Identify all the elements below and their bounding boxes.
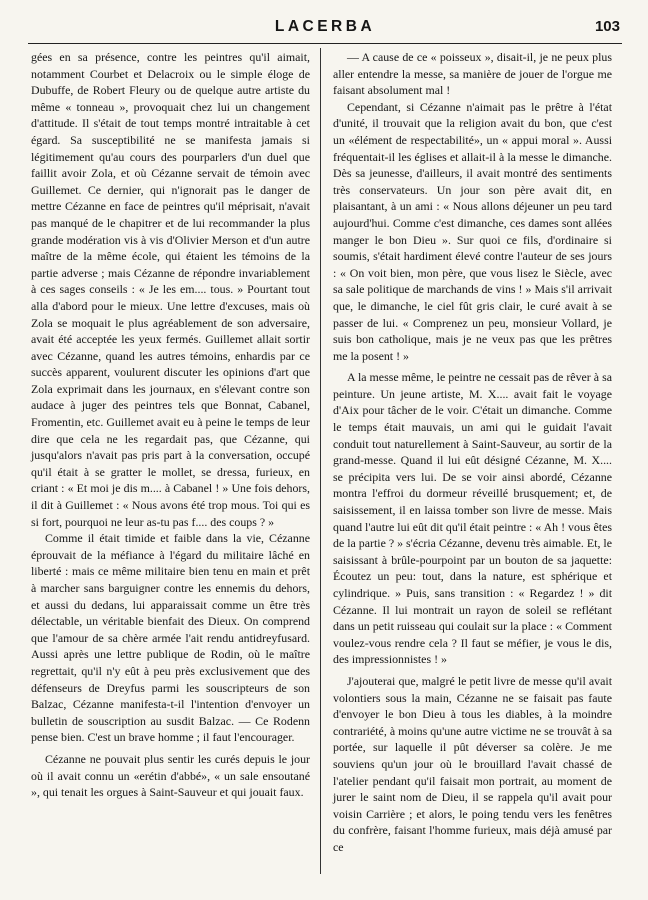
page-number: 103 — [594, 18, 620, 35]
paragraph: A la messe même, le peintre ne cessait pas de rêver à sa peinture. Un jeune artiste, M. X.... avait fait le voyage d'Aix pour tâcher de le voir. C'était un dimanche. Comme le temps était mauvais, un ami qui le guidait l'avait conduit tout naturellement à Saint-Sauveur, au sortir de la grand-messe. Quand il lui eût désigné Cézanne, M. X.... se précipita vers lui. De se voir ainsi abordé, Cézanne montra l'effroi du dormeur réveillé brusquement; et, de saisissement, il en laissa tomber son livre de messe. Mais quand l'autre lui eût dit qu'il était peintre : « Ah ! vous êtes de la partie ? » s'écria Cézanne, devenu très aimable. Et, le saisissant à brûle-pourpoint par un bouton de sa jaquette: Écoutez un peu: tout, dans la nature, est sphérique et cylindrique. » Puis, sans transition : « Regardez ! » dit Cézanne. Il lui montrait un rayon de soleil se reflétant dans un petit ruisseau qui coulait sur la place : « Comment voulez-vous rendre cela ? Il faut se méfier, je vous le dis, des impressionnistes ! » — [333, 370, 612, 667]
paragraph: Cependant, si Cézanne n'aimait pas le prêtre à l'état d'unité, il trouvait que la religion avait du bon, que c'est un «élément de respectabilité», un « appui moral ». Aussi fréquentait-il les églises et allait-il à la messe le dimanche. Dès sa jeunesse, d'ailleurs, il avait montré des sentiments très conservateurs. Un jour son père avait dit, en plaisantant, à un ami : « Nous allons déjeuner un peu tard aujourd'hui. Comme c'est dimanche, ces dames sont allées manger le bon Dieu ». Sur quoi ce fils, d'ordinaire si soumis, s'était hardiment élevé contre l'auteur de ses jours : « On voit bien, mon père, que vous lisez le Siècle, avec sa sale politique de marchands de vins ! » Mais s'il arrivait que, le dimanche, le ciel fût gris clair, le curé avait à se passer de lui. « Comprenez un peu, monsieur Vollard, je suis bon catholique, mais je ne veux pas que les prêtres me la posent ! » — [333, 99, 612, 363]
paragraph: Cézanne ne pouvait plus sentir les curés depuis le jour où il avait connu un «erétin d'abbé», « un sale ensoutané », qui tenait les orgues à Saint-Sauveur et qui jouait faux. — [31, 751, 310, 800]
paragraph: Comme il était timide et faible dans la vie, Cézanne éprouvait de la méfiance à l'égard du militaire lâché en liberté : mais ce même militaire bien tenu en main et prêt à marcher sans barguigner contre les ennemis du dehors, et aussi du dedans, lui apparaissait comme un être très délectable, un véritable bienfait des Dieux. On comprend que l'amour de sa chère armée l'ait rendu antidreyfusard. Aussi après une lettre publique de Rodin, où le maître regrettait, qu'il n'y eût à peu près exclusivement que des défenseurs de Dreyfus parmi les souscripteurs de son Balzac, Cézanne manifesta-t-il l'intention d'envoyer un bulletin de souscription au susdit Balzac. — Ce Rodenn pense bien. C'est un brave homme ; il faut l'encourager. — [31, 531, 310, 745]
left-column — [31, 49, 310, 801]
column-divider — [320, 48, 321, 874]
paragraph: — A cause de ce « poisseux », disait-il, je ne peux plus aller entendre la messe, sa manière de jouer de l'orgue me faisant absolument mal ! — [333, 50, 612, 98]
paragraph: J'ajouterai que, malgré le petit livre de messe qu'il avait volontiers sous la main, Cézanne ne se faisait pas faute d'envoyer le bon Dieu à tous les diables, à la moindre contrariété, à moins qu'une autre victime ne se trouvât à sa portée, sur laquelle il pût déverser sa colère. Je me souviens qu'un jour où le brouillard l'avait chassé de l'atelier pendant qu'il faisait mon portrait, au moment de jurer le saint nom de Dieu, il se rappela qu'il avait pour voisin Carrière ; et alors, le poing tendu vers les fenêtres du confrère, faisant l'homme furieux, mais déjà amusé par ce — [333, 673, 612, 854]
right-column — [333, 49, 612, 856]
header-rule — [28, 43, 622, 44]
journal-title: LACERBA — [274, 18, 376, 35]
paragraph: gées en sa présence, contre les peintres qu'il aimait, notamment Courbet et Delacroix ou le simple éloge de Dubuffe, de Robert Fleury ou de quelque autre artiste du même « tonneau », provoquait chez lui un changement d'attitude. Il s'était de tout temps montré intraitable à cet égard. Sa susceptibilité ne se manifesta jamais si légitimement qu'au cours des pourparlers d'un duel que faillit avoir Zola, et où Cézanne servait de témoin avec Guillemet. Ce dernier, qui n'ignorait pas le danger de mettre Cézanne en face de peintres qu'il méprisait, n'avait pas manqué de le chapitrer et de lui recommander la plus grande modération vis à vis d'Olivier Merson et d'un autre maître de la même école, qui étaient les témoins de la partie adverse ; mais Cézanne de répondre invariablement à ces sages conseils : « Je les em.... tous. » Pourtant tout alla d'abord pour le mieux. Une lettre d'excuses, mais où Zola se moquait le plus agréablement de son adversaire, avait été acceptée les yeux fermés. Guillemet allait sortir avec Cézanne, quand les autres témoins, enhardis par ce succès apparent, voulurent discuter les opinions d'art que Zola exprimait dans les journaux, en s'élevant contre son audace à juger des peintres tels que Bonnat, Cabanel, Fromentin, etc. Guillemet avait eu à peine le temps de leur dire que cela ne les regardait pas, que Cézanne, qui jusqu'alors n'avait pas pris part à la conversation, occupé qu'il était à se gratter le mollet, se dressa, furieux, en criant : « Et moi je dis m.... à Cabanel ! » Une fois dehors, il dit à Guillemet : « Nous avons été trop mous. Toi qui es si fort, pourquoi ne leur as-tu pas f.... des coups ? » — [31, 50, 310, 529]
page-header — [28, 16, 622, 42]
